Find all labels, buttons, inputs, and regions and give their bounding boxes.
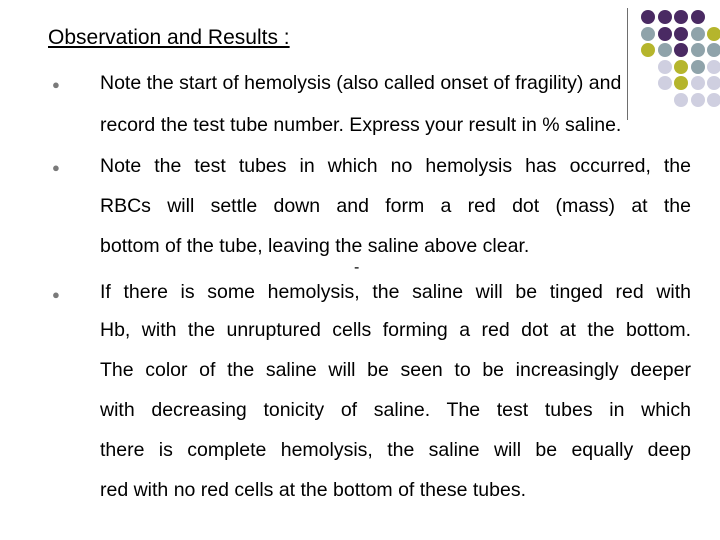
decorative-dot (707, 60, 720, 74)
decorative-dot (691, 27, 705, 41)
decorative-dot (691, 76, 705, 90)
bullet-2-line-2: RBCs will settle down and form a red dot (mass) at the (100, 195, 691, 217)
decorative-dot (641, 27, 655, 41)
decorative-dot (674, 76, 688, 90)
decorative-dot (691, 10, 705, 24)
bullet-3-line-3: The color of the saline will be seen to be increasingly deeper (100, 359, 691, 381)
bullet-3-line-1: If there is some hemolysis, the saline will be tinged red with (100, 281, 691, 303)
bullet-3-line-4: with decreasing tonicity of saline. The test tubes in which (100, 399, 691, 421)
bullet-3-line-2: Hb, with the unruptured cells forming a red dot at the bottom. (100, 319, 691, 341)
decorative-dot (674, 10, 688, 24)
decorative-dot (674, 93, 688, 107)
decorative-dot (658, 27, 672, 41)
bullet-dot-2: ● (52, 160, 60, 175)
bullet-dot-1: ● (52, 77, 60, 92)
decorative-dot (641, 43, 655, 57)
decorative-dot (691, 60, 705, 74)
decorative-dot (658, 60, 672, 74)
stray-dash-mark: - (354, 259, 360, 276)
bullet-1-line-1: Note the start of hemolysis (also called onset of fragility) and (100, 72, 622, 94)
decorative-dot (658, 76, 672, 90)
decorative-vertical-rule (627, 8, 628, 120)
decorative-dot (691, 43, 705, 57)
bullet-1-line-2: record the test tube number. Express your result in % saline. (100, 114, 622, 136)
bullet-2-line-3: bottom of the tube, leaving the saline above clear. (100, 235, 530, 257)
decorative-dot (707, 27, 720, 41)
decorative-dot (641, 10, 655, 24)
bullet-dot-3: ● (52, 287, 60, 302)
decorative-dot (674, 43, 688, 57)
decorative-dot (707, 93, 720, 107)
decorative-dot (658, 10, 672, 24)
decorative-dot (707, 43, 720, 57)
decorative-dot (658, 43, 672, 57)
bullet-3-line-5: there is complete hemolysis, the saline will be equally deep (100, 439, 691, 461)
decorative-dot (674, 60, 688, 74)
decorative-dot (674, 27, 688, 41)
bullet-2-line-1: Note the test tubes in which no hemolysis has occurred, the (100, 155, 691, 177)
slide-title: Observation and Results : (48, 26, 290, 49)
decorative-dot (707, 76, 720, 90)
decorative-dot (691, 93, 705, 107)
bullet-3-line-6: red with no red cells at the bottom of these tubes. (100, 479, 526, 501)
